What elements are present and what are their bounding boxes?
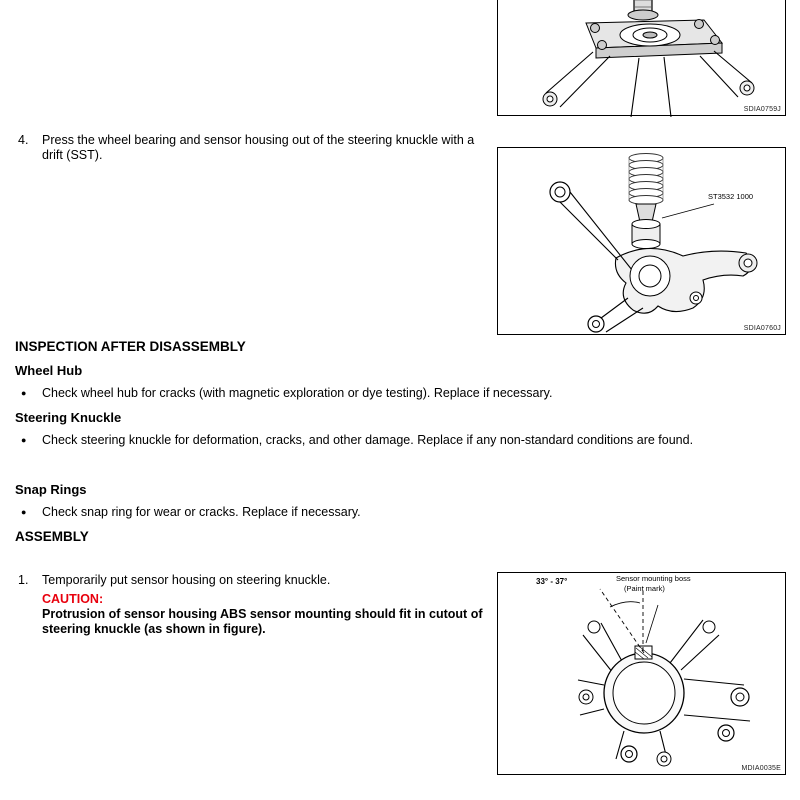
- bullet-glyph: ●: [21, 435, 27, 445]
- press-assembly-drawing: [498, 0, 787, 117]
- figure-code: MDIA0035E: [741, 765, 781, 772]
- step-number: 4.: [18, 133, 29, 147]
- step-1-item: [18, 573, 488, 588]
- heading-wheel-hub: Wheel Hub: [15, 363, 83, 378]
- heading-snap-rings: Snap Rings: [15, 482, 87, 497]
- bullet-steering-knuckle: [18, 433, 788, 448]
- angle-callout-label: 33° - 37°: [536, 577, 568, 586]
- figure-code: SDIA0760J: [743, 325, 781, 332]
- step-number: 1.: [18, 573, 29, 587]
- step-text: Temporarily put sensor housing on steering knuckle.: [42, 573, 331, 587]
- figure-sensor-boss-alignment: [497, 572, 786, 775]
- sst-tool-callout-label: ST3532 1000: [708, 192, 754, 201]
- figure-press-assembly: [497, 0, 786, 116]
- sensor-boss-label-line1: Sensor mounting boss: [616, 574, 691, 583]
- bullet-text: Check wheel hub for cracks (with magnetic exploration or dye testing). Replace if necessary.: [42, 386, 553, 400]
- step-text: Press the wheel bearing and sensor housing out of the steering knuckle with a drift (SST).: [42, 133, 475, 162]
- bullet-glyph: ●: [21, 388, 27, 398]
- drift-sst-drawing: [498, 148, 784, 333]
- heading-assembly: ASSEMBLY: [15, 529, 89, 544]
- bullet-text: Check steering knuckle for deformation, cracks, and other damage. Replace if any non-standard conditions are found.: [42, 433, 694, 447]
- figure-drift-sst: [497, 147, 786, 335]
- bullet-snap-rings: [18, 505, 778, 520]
- caution-text: Protrusion of sensor housing ABS sensor mounting should fit in cutout of steering knuckle (as shown in figure).: [42, 607, 483, 636]
- step-4-item: [18, 133, 488, 163]
- caution-label: CAUTION:: [42, 592, 104, 606]
- heading-steering-knuckle: Steering Knuckle: [15, 410, 122, 425]
- bullet-text: Check snap ring for wear or cracks. Replace if necessary.: [42, 505, 361, 519]
- bullet-glyph: ●: [21, 507, 27, 517]
- knuckle-front-drawing: [498, 573, 784, 773]
- bullet-wheel-hub: [18, 386, 778, 401]
- figure-code: SDIA0759J: [743, 106, 781, 113]
- heading-inspection-after-disassembly: INSPECTION AFTER DISASSEMBLY: [15, 339, 246, 354]
- sensor-boss-label-line2: (Paint mark): [624, 584, 665, 593]
